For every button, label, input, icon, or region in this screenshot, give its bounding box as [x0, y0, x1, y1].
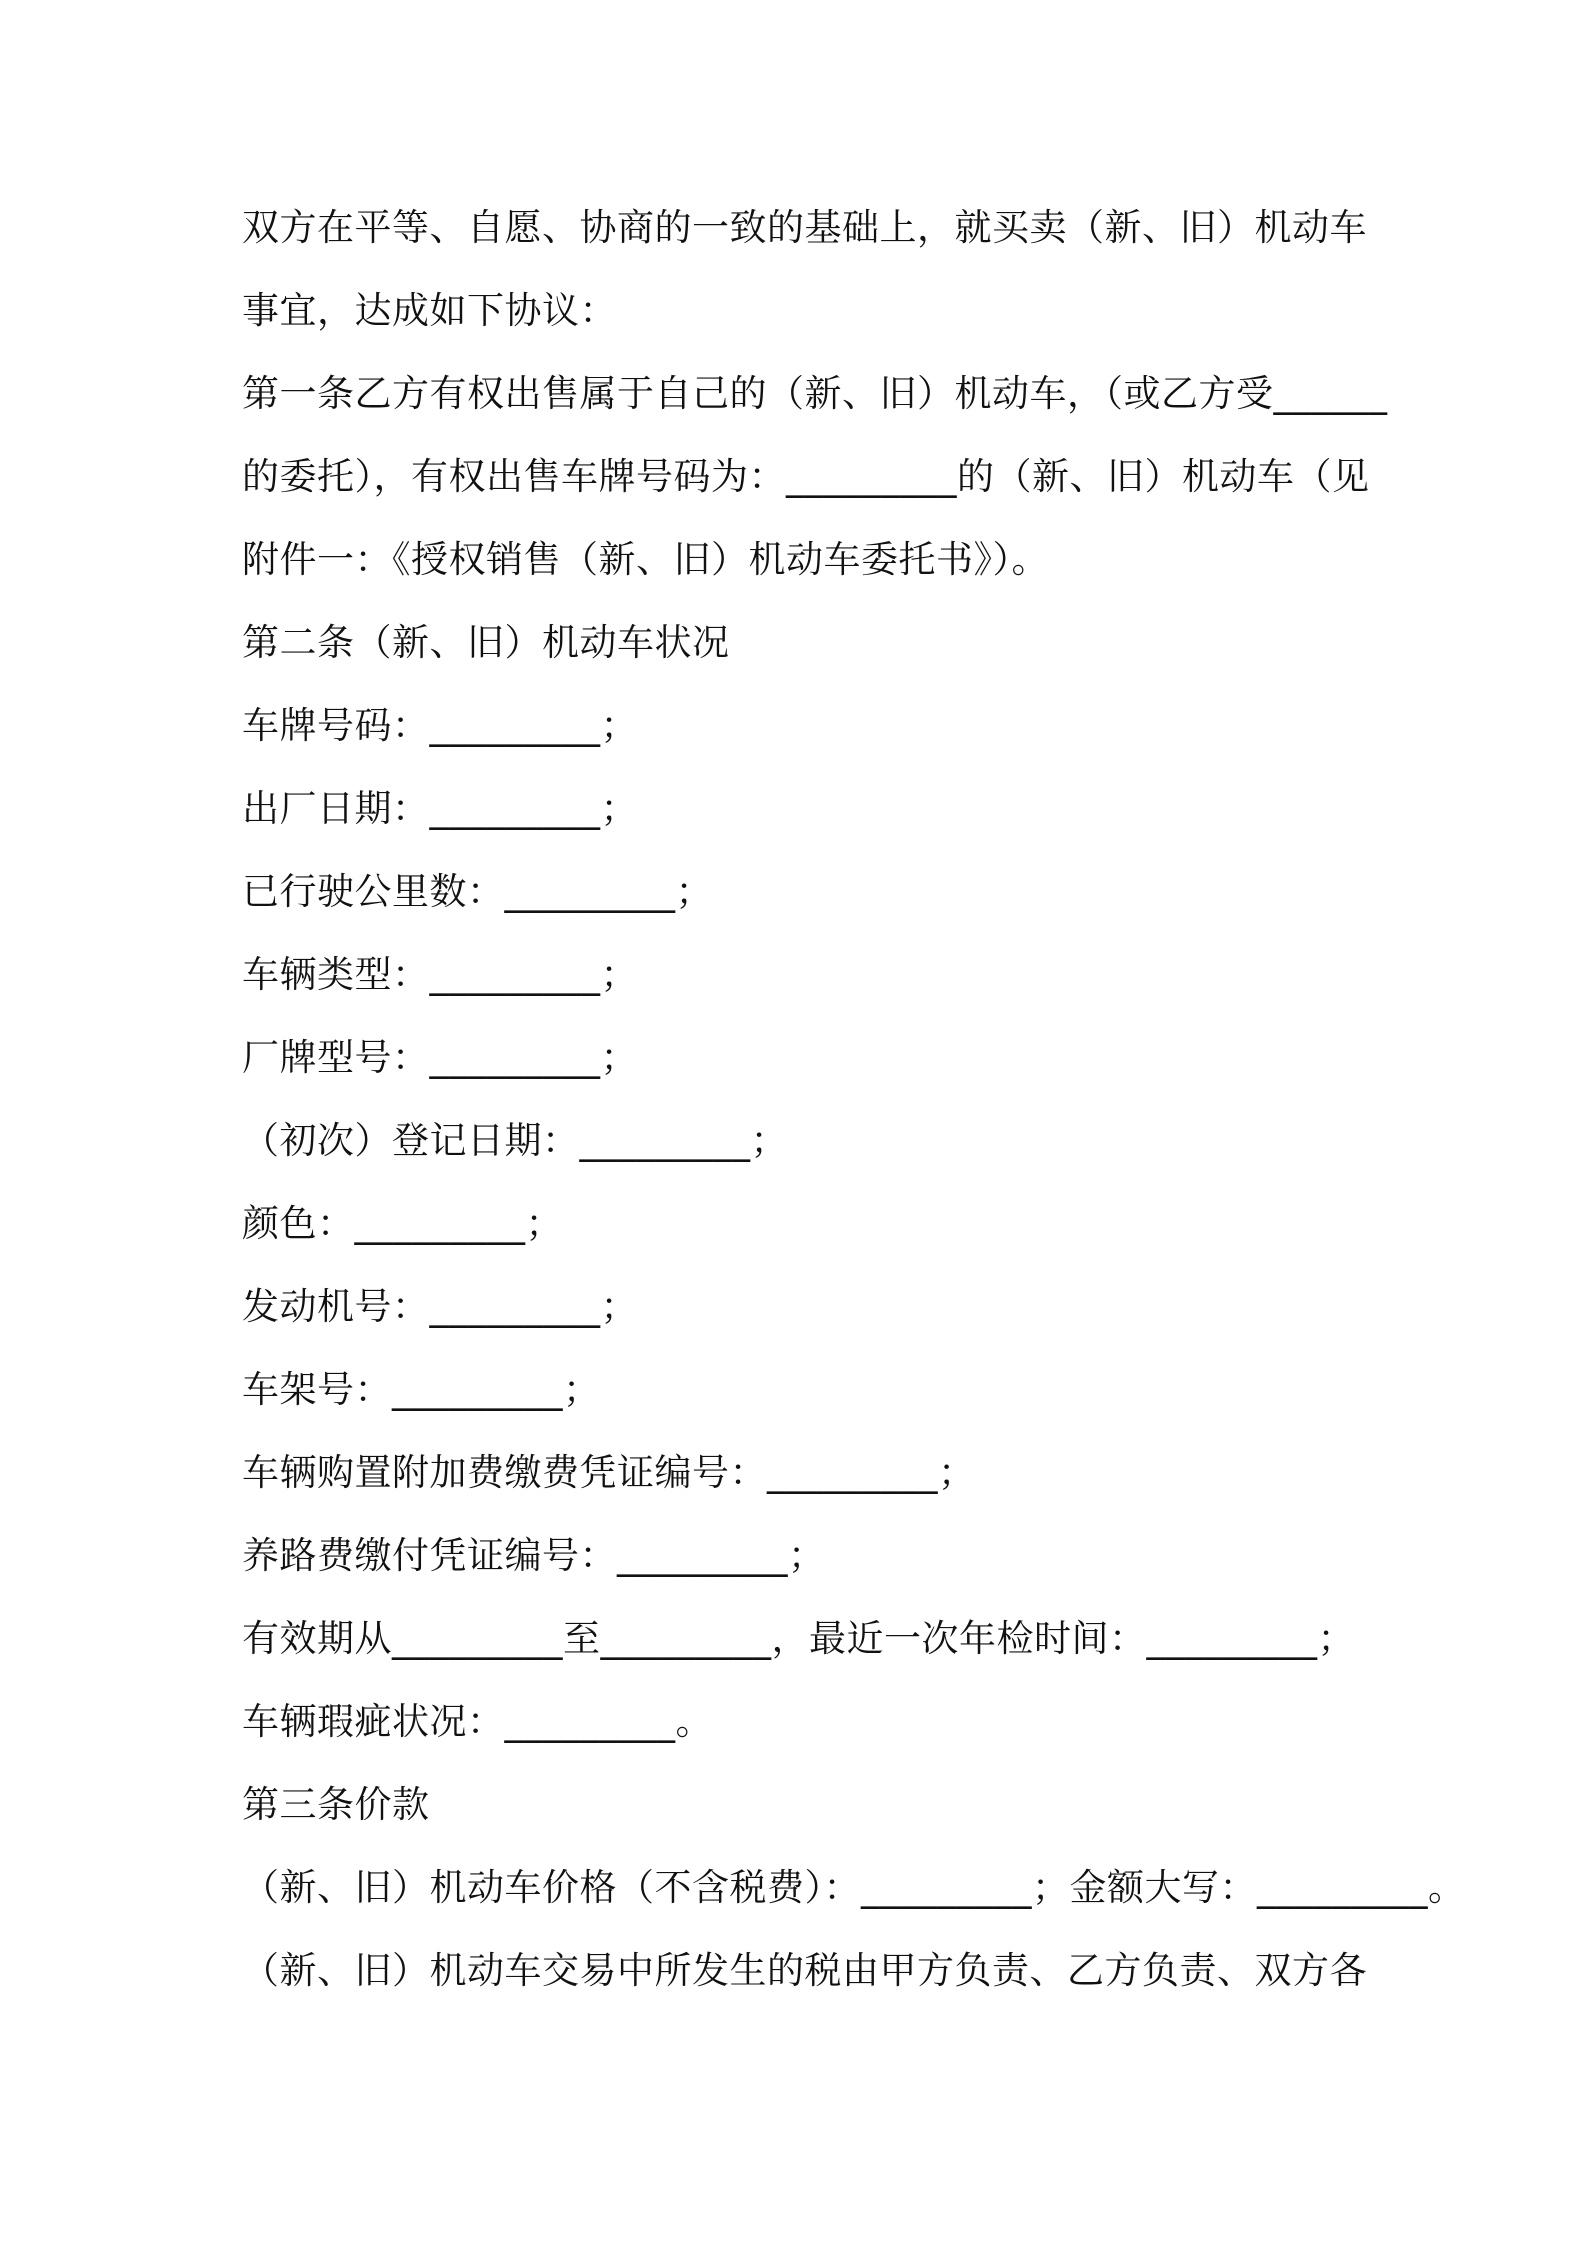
clause-3-heading: 第三条价款: [242, 1783, 430, 1826]
field-price: （新、旧）机动车价格（不含税费）：_________；金额大写：_________。: [242, 1866, 1466, 1909]
clause-2-heading: 第二条（新、旧）机动车状况: [242, 621, 730, 664]
clause-3-line: （新、旧）机动车交易中所发生的税由甲方负责、乙方负责、双方各: [242, 1949, 1367, 1992]
field-defects: 车辆瑕疵状况：_________。: [242, 1700, 713, 1743]
paragraph-line: 双方在平等、自愿、协商的一致的基础上，就买卖（新、旧）机动车: [242, 206, 1367, 249]
field-mileage: 已行驶公里数：_________；: [242, 870, 713, 913]
field-manufacture-date: 出厂日期：_________；: [242, 787, 638, 830]
field-vehicle-type: 车辆类型：_________；: [242, 953, 638, 996]
field-frame-number: 车架号：_________；: [242, 1368, 601, 1411]
field-plate-number: 车牌号码：_________；: [242, 704, 638, 747]
field-registration-date: （初次）登记日期：_________；: [242, 1119, 788, 1162]
paragraph-line: 事宜，达成如下协议：: [242, 289, 617, 332]
field-brand-model: 厂牌型号：_________；: [242, 1036, 638, 1079]
field-road-fee-voucher: 养路费缴付凭证编号：_________；: [242, 1534, 826, 1577]
document-body: [242, 198, 1466, 2024]
field-validity-inspection: 有效期从_________至_________，最近一次年检时间：_________；: [242, 1617, 1355, 1660]
field-purchase-tax-voucher: 车辆购置附加费缴费凭证编号：_________；: [242, 1451, 976, 1494]
clause-1-line: 第一条乙方有权出售属于自己的（新、旧）机动车，（或乙方受______: [242, 372, 1388, 415]
field-engine-number: 发动机号：_________；: [242, 1285, 638, 1328]
field-color: 颜色：_________；: [242, 1202, 563, 1245]
clause-1-line: 附件一：《授权销售（新、旧）机动车委托书》）。: [242, 538, 1049, 581]
clause-1-line: 的委托），有权出售车牌号码为：_________的（新、旧）机动车（见: [242, 455, 1370, 498]
